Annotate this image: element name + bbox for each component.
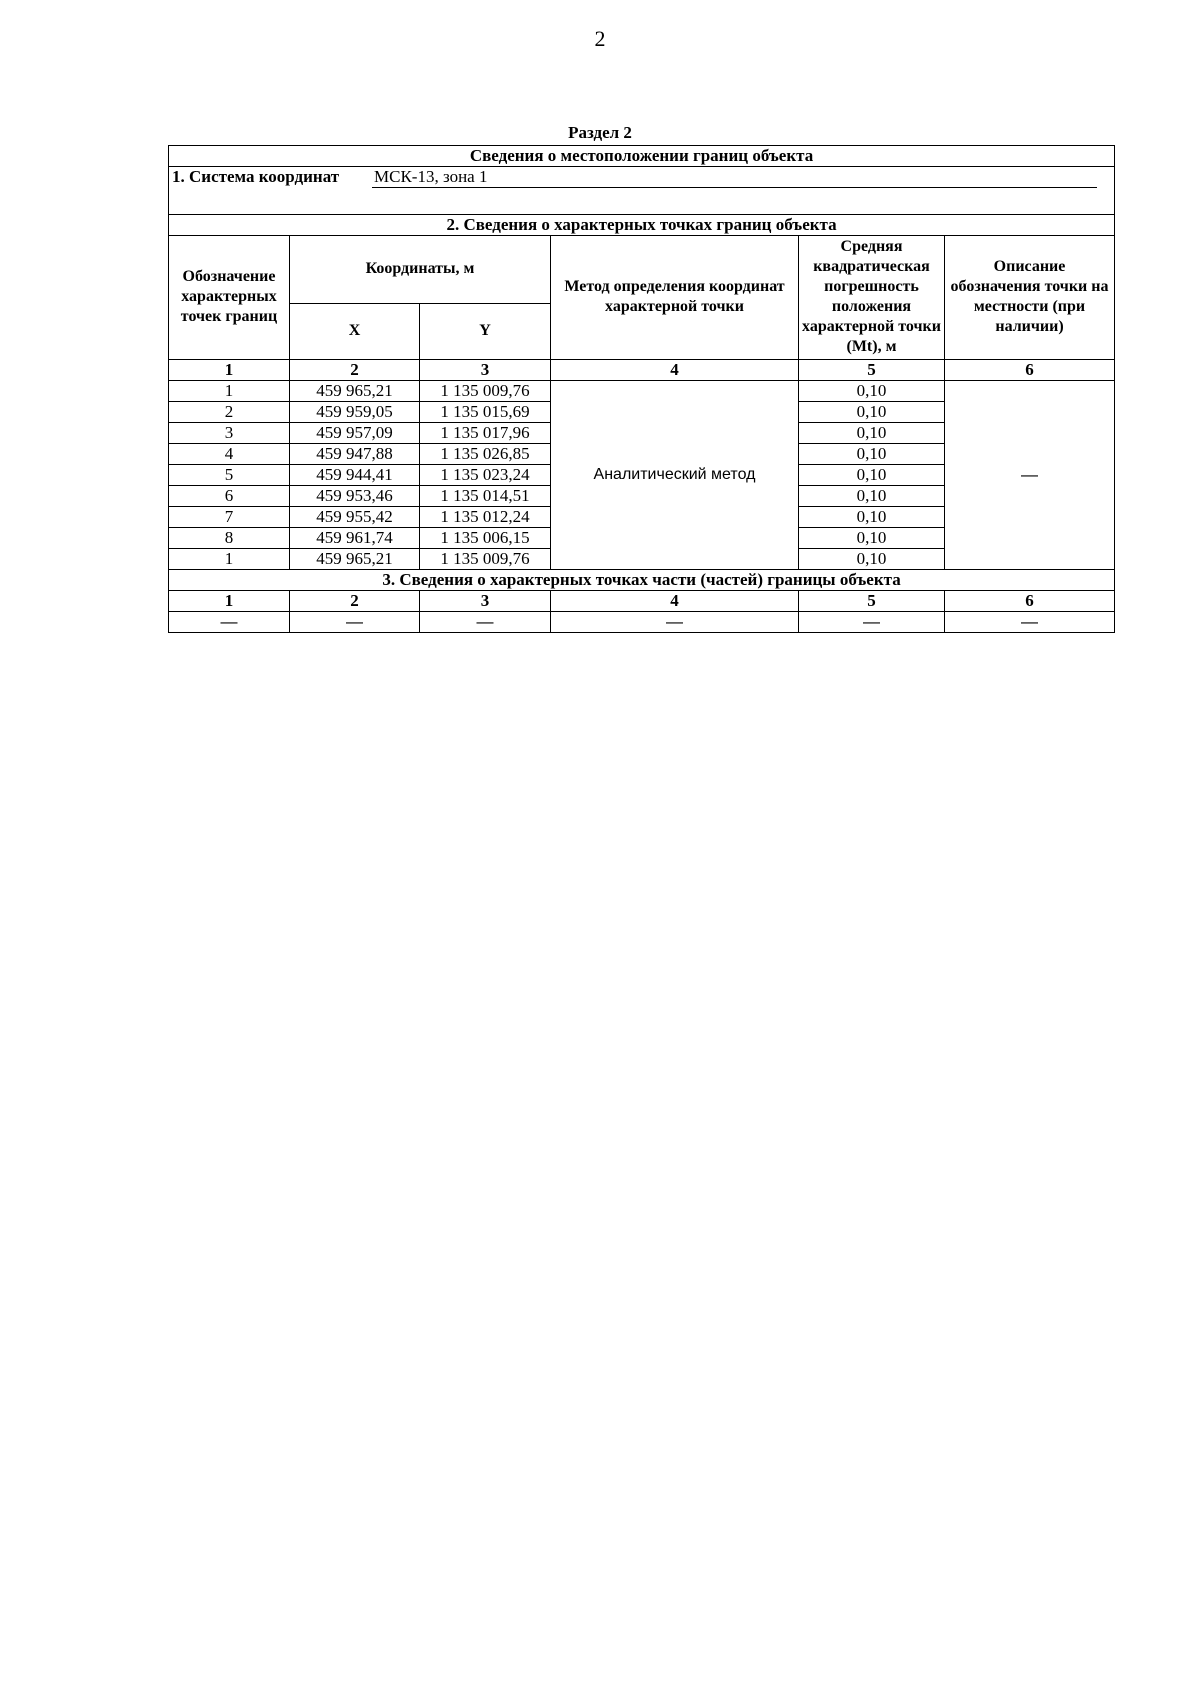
point-mt: 0,10: [799, 443, 945, 464]
point-x: 459 965,21: [290, 548, 420, 569]
points-section-title: 2. Сведения о характерных точках границ объекта: [169, 214, 1115, 235]
point-y: 1 135 012,24: [420, 506, 551, 527]
point-id: 5: [169, 464, 290, 485]
method-value: Аналитический метод: [551, 380, 799, 569]
point-y: 1 135 009,76: [420, 548, 551, 569]
point-y: 1 135 026,85: [420, 443, 551, 464]
column-number: 5: [799, 590, 945, 611]
empty-cell: —: [420, 611, 551, 632]
column-number: 6: [945, 359, 1115, 380]
coord-system-row: [169, 167, 1115, 189]
empty-cell: —: [290, 611, 420, 632]
coord-system-label: 1. Система координат: [172, 167, 340, 186]
point-y: 1 135 014,51: [420, 485, 551, 506]
point-id: 1: [169, 548, 290, 569]
header-method: Метод определения координат характерной точки: [551, 235, 799, 359]
point-mt: 0,10: [799, 422, 945, 443]
point-x: 459 953,46: [290, 485, 420, 506]
point-y: 1 135 017,96: [420, 422, 551, 443]
point-id: 8: [169, 527, 290, 548]
column-number: 3: [420, 359, 551, 380]
point-x: 459 961,74: [290, 527, 420, 548]
point-mt: 0,10: [799, 506, 945, 527]
point-mt: 0,10: [799, 485, 945, 506]
boundary-table: [168, 145, 1115, 633]
point-x: 459 955,42: [290, 506, 420, 527]
point-mt: 0,10: [799, 527, 945, 548]
description-value: —: [945, 380, 1115, 569]
point-y: 1 135 006,15: [420, 527, 551, 548]
parts-section-title: 3. Сведения о характерных точках части (частей) границы объекта: [169, 569, 1115, 590]
column-number: 2: [290, 359, 420, 380]
point-id: 2: [169, 401, 290, 422]
column-number: 2: [290, 590, 420, 611]
section-title: Раздел 2: [568, 123, 632, 142]
parts-column-numbers-row: [169, 590, 1115, 611]
point-y: 1 135 009,76: [420, 380, 551, 401]
column-number: 3: [420, 590, 551, 611]
column-number: 4: [551, 359, 799, 380]
header-error: Средняя квадратическая погрешность положения характерной точки (Mt), м: [799, 235, 945, 359]
point-x: 459 947,88: [290, 443, 420, 464]
table-title: Сведения о местоположении границ объекта: [169, 146, 1115, 167]
header-y: Y: [420, 303, 551, 359]
point-id: 7: [169, 506, 290, 527]
point-id: 4: [169, 443, 290, 464]
header-x: X: [290, 303, 420, 359]
column-number: 4: [551, 590, 799, 611]
point-id: 1: [169, 380, 290, 401]
parts-empty-row: [169, 611, 1115, 632]
point-y: 1 135 015,69: [420, 401, 551, 422]
empty-cell: —: [945, 611, 1115, 632]
point-x: 459 957,09: [290, 422, 420, 443]
header-coordinates: Координаты, м: [290, 235, 551, 303]
column-number: 6: [945, 590, 1115, 611]
header-designation: Обозначение характерных точек границ: [169, 235, 290, 359]
point-mt: 0,10: [799, 548, 945, 569]
point-id: 3: [169, 422, 290, 443]
point-id: 6: [169, 485, 290, 506]
page-number: 2: [594, 26, 606, 51]
empty-cell: —: [799, 611, 945, 632]
blank-row: [169, 188, 1115, 214]
empty-cell: —: [551, 611, 799, 632]
column-numbers-row: [169, 359, 1115, 380]
point-y: 1 135 023,24: [420, 464, 551, 485]
header-description: Описание обозначения точки на местности (при наличии): [945, 235, 1115, 359]
point-x: 459 959,05: [290, 401, 420, 422]
point-x: 459 965,21: [290, 380, 420, 401]
point-mt: 0,10: [799, 401, 945, 422]
table-row: [169, 380, 1115, 401]
point-mt: 0,10: [799, 464, 945, 485]
column-number: 1: [169, 590, 290, 611]
point-mt: 0,10: [799, 380, 945, 401]
column-number: 1: [169, 359, 290, 380]
column-number: 5: [799, 359, 945, 380]
point-x: 459 944,41: [290, 464, 420, 485]
empty-cell: —: [169, 611, 290, 632]
coord-system-value: МСК-13, зона 1: [372, 167, 1097, 188]
